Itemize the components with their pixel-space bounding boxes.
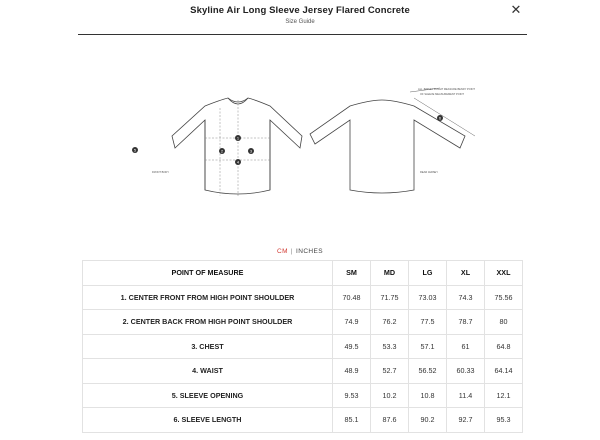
- cell-value: 64.8: [485, 334, 523, 359]
- row-label: 3. CHEST: [83, 334, 333, 359]
- row-label: 5. SLEEVE OPENING: [83, 383, 333, 408]
- header-size-xl: XL: [447, 261, 485, 286]
- header-size-xxl: XXL: [485, 261, 523, 286]
- cell-value: 64.14: [485, 359, 523, 384]
- row-label: 6. SLEEVE LENGTH: [83, 408, 333, 433]
- marker-1: 1: [236, 135, 240, 141]
- cell-value: 11.4: [447, 383, 485, 408]
- diagram-label-back: REAR JERSEY: [420, 171, 439, 174]
- marker-3: 3: [249, 148, 253, 154]
- row-label: 2. CENTER BACK FROM HIGH POINT SHOULDER: [83, 310, 333, 335]
- table-row: [83, 383, 523, 408]
- diagram-note-2: OF SLEEVE MEASUREMENT POINT: [420, 93, 464, 96]
- header-point-of-measure: POINT OF MEASURE: [83, 261, 333, 286]
- cell-value: 77.5: [409, 310, 447, 335]
- marker-4: 4: [236, 159, 240, 165]
- unit-toggle: [0, 248, 600, 255]
- cell-value: 76.2: [371, 310, 409, 335]
- marker-2: 2: [220, 148, 224, 154]
- cell-value: 61: [447, 334, 485, 359]
- marker-5: 5: [133, 147, 137, 153]
- cell-value: 73.03: [409, 285, 447, 310]
- cell-value: 78.7: [447, 310, 485, 335]
- cell-value: 49.5: [333, 334, 371, 359]
- cell-value: 12.1: [485, 383, 523, 408]
- diagram-note-1: ALL JERSEY FLIGHT MEASURE BENDY POINT: [418, 88, 475, 91]
- marker-6: 6: [438, 115, 442, 121]
- cell-value: 74.9: [333, 310, 371, 335]
- cell-value: 48.9: [333, 359, 371, 384]
- cell-value: 56.52: [409, 359, 447, 384]
- back-jersey-illustration: [310, 100, 465, 193]
- jersey-measurement-diagram: [120, 78, 500, 198]
- cell-value: 95.3: [485, 408, 523, 433]
- table-row: [83, 408, 523, 433]
- front-markers: [132, 135, 254, 165]
- cell-value: 85.1: [333, 408, 371, 433]
- cell-value: 60.33: [447, 359, 485, 384]
- header-divider: [78, 34, 527, 35]
- table-row: [83, 310, 523, 335]
- table-row: [83, 334, 523, 359]
- cell-value: 74.3: [447, 285, 485, 310]
- unit-cm-option[interactable]: CM: [277, 248, 288, 255]
- size-guide-subtitle: Size Guide: [285, 19, 315, 25]
- front-jersey-illustration: [172, 98, 302, 194]
- front-measure-lines: [205, 100, 270, 196]
- header-size-lg: LG: [409, 261, 447, 286]
- cell-value: 80: [485, 310, 523, 335]
- cell-value: 70.48: [333, 285, 371, 310]
- cell-value: 75.56: [485, 285, 523, 310]
- row-label: 1. CENTER FRONT FROM HIGH POINT SHOULDER: [83, 285, 333, 310]
- cell-value: 10.2: [371, 383, 409, 408]
- cell-value: 71.75: [371, 285, 409, 310]
- diagram-label-front: FRONT BODY: [152, 171, 169, 174]
- cell-value: 9.53: [333, 383, 371, 408]
- cell-value: 53.3: [371, 334, 409, 359]
- table-header-row: [83, 261, 523, 286]
- product-title: Skyline Air Long Sleeve Jersey Flared Concrete: [190, 5, 410, 16]
- cell-value: 10.8: [409, 383, 447, 408]
- close-icon[interactable]: ✕: [510, 2, 522, 17]
- table-row: [83, 285, 523, 310]
- row-label: 4. WAIST: [83, 359, 333, 384]
- unit-inches-option[interactable]: INCHES: [296, 248, 323, 255]
- unit-separator: |: [290, 248, 294, 255]
- size-chart-table: [82, 260, 523, 433]
- cell-value: 87.6: [371, 408, 409, 433]
- header-size-md: MD: [371, 261, 409, 286]
- cell-value: 52.7: [371, 359, 409, 384]
- table-row: [83, 359, 523, 384]
- header-size-sm: SM: [333, 261, 371, 286]
- cell-value: 57.1: [409, 334, 447, 359]
- cell-value: 92.7: [447, 408, 485, 433]
- cell-value: 90.2: [409, 408, 447, 433]
